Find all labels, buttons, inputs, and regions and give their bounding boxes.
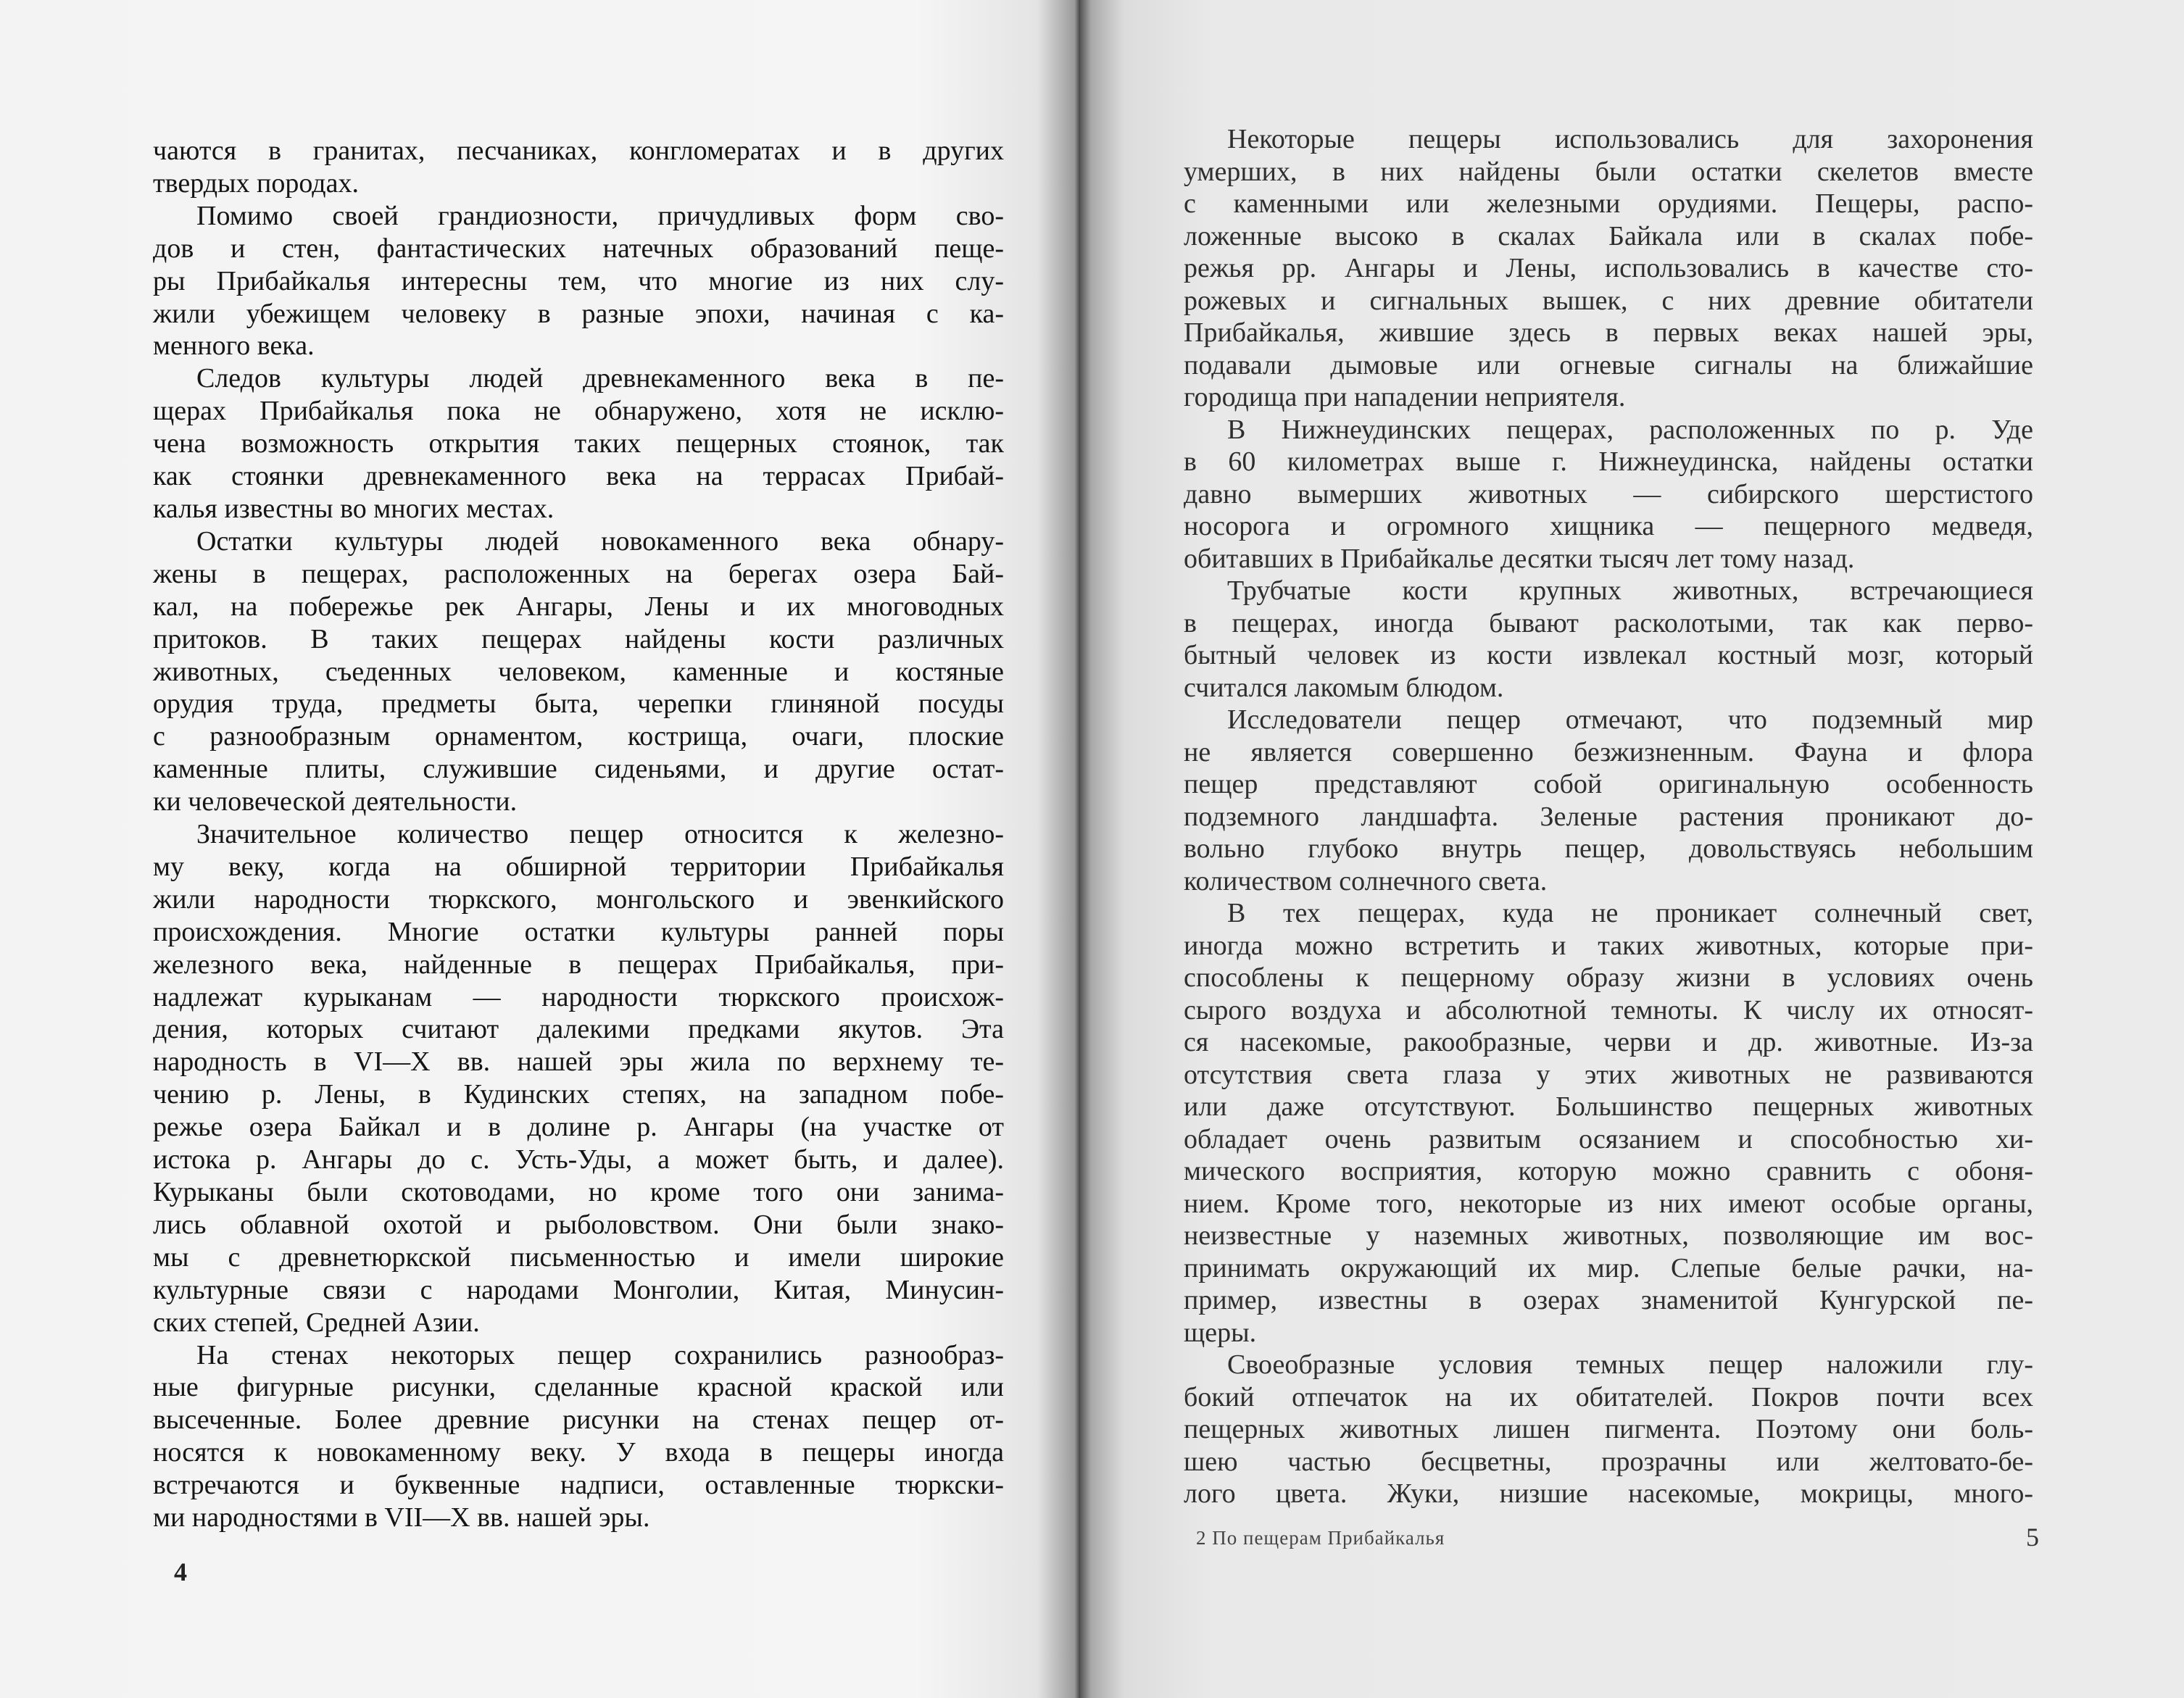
text-line: пещер представляют собой оригинальную особенность [1184, 769, 2033, 799]
text-line: бытный человек из кости извлекал костный мозг, который [1184, 640, 2033, 670]
text-line: бокий отпечаток на их обитателей. Покров почти всех [1184, 1381, 2033, 1412]
text-line: происхождения. Многие остатки культуры ранней поры [153, 916, 1004, 947]
text-line: шею частью бесцветны, прозрачны или желтовато-бе- [1184, 1446, 2033, 1477]
right-page-text [1184, 123, 2033, 1510]
text-line: дов и стен, фантастических натечных образований пеще- [153, 233, 1004, 264]
text-line: ся насекомые, ракообразные, черви и др. животные. Из-за [1184, 1027, 2033, 1057]
paragraph [1184, 1349, 2033, 1510]
paragraph [153, 362, 1004, 525]
text-line: дения, которых считают далекими предками якутов. Эта [153, 1014, 1004, 1045]
text-line: чена возможность открытия таких пещерных стоянок, так [153, 428, 1004, 459]
text-line: принимать окружающий их мир. Слепые белые рачки, на- [1184, 1252, 2033, 1283]
text-line: городища при нападении неприятеля. [1184, 382, 1626, 412]
text-line: Некоторые пещеры использовались для захоронения [1227, 124, 2033, 154]
text-line: В тех пещерах, куда не проникает солнечный свет, [1227, 898, 2033, 928]
text-line: неизвестные у наземных животных, позволяющие им вос- [1184, 1220, 2033, 1251]
page-footer-signature: 2 По пещерам Прибайкалья [1196, 1527, 1445, 1549]
text-line: истока р. Ангары до с. Усть-Уды, а может быть, и далее). [153, 1144, 1004, 1175]
paragraph [153, 135, 1004, 200]
text-line: подавали дымовые или огневые сигналы на ближайшие [1184, 349, 2033, 380]
text-line: Исследователи пещер отмечают, что подземный мир [1227, 704, 2033, 735]
text-line: жены в пещерах, расположенных на берегах озера Бай- [153, 558, 1004, 589]
text-line: носорога и огромного хищника — пещерного медведя, [1184, 511, 2033, 541]
text-line: железного века, найденные в пещерах Прибайкалья, при- [153, 949, 1004, 980]
text-line: пещерных животных лишен пигмента. Поэтому они боль- [1184, 1414, 2033, 1444]
text-line: Остатки культуры людей новокаменного века обнару- [196, 525, 1004, 557]
text-line: режье озера Байкал и в долине р. Ангары (на участке от [153, 1112, 1004, 1143]
text-line: щеры. [1184, 1317, 1257, 1348]
paragraph [153, 200, 1004, 363]
text-line: с каменными или железными орудиями. Пещеры, распо- [1184, 188, 2033, 219]
text-line: встречаются и буквенные надписи, оставленные тюркски- [153, 1470, 1004, 1501]
text-line: Своеобразные условия темных пещер наложили глу- [1227, 1349, 2033, 1380]
text-line: калья известны во многих местах. [153, 493, 555, 524]
text-line: жили убежищем человеку в разные эпохи, начиная с ка- [153, 298, 1004, 329]
text-line: Курыканы были скотоводами, но кроме того они занима- [153, 1177, 1004, 1207]
text-line: способлены к пещерному образу жизни в условиях очень [1184, 962, 2033, 993]
text-line: ные фигурные рисунки, сделанные красной краской или [153, 1372, 1004, 1403]
text-line: лись облавной охотой и рыболовством. Они были знако- [153, 1209, 1004, 1240]
text-line: орудия труда, предметы быта, черепки глиняной посуды [153, 688, 1004, 720]
text-line: нием. Кроме того, некоторые из них имеют особые органы, [1184, 1188, 2033, 1219]
text-line: мы с древнетюркской письменностью и имели широкие [153, 1241, 1004, 1273]
text-line: отсутствия света глаза у этих животных не развиваются [1184, 1059, 2033, 1090]
text-line: менного века. [153, 330, 315, 362]
text-line: надлежат курыканам — народности тюркского происхож- [153, 981, 1004, 1012]
paragraph [1184, 704, 2033, 897]
text-line: кал, на побережье рек Ангары, Лены и их многоводных [153, 591, 1004, 622]
text-line: Прибайкалья, жившие здесь в первых веках нашей эры, [1184, 317, 2033, 348]
left-page-text [153, 135, 1004, 1534]
text-line: высеченные. Более древние рисунки на стенах пещер от- [153, 1404, 1004, 1436]
text-line: умерших, в них найдены были остатки скелетов вместе [1184, 156, 2033, 187]
text-line: культурные связи с народами Монголии, Китая, Минусин- [153, 1274, 1004, 1305]
text-line: иногда можно встретить и таких животных, которые при- [1184, 930, 2033, 961]
text-line: щерах Прибайкалья пока не обнаружено, хотя не исклю- [153, 396, 1004, 427]
text-line: му веку, когда на обширной территории Прибайкалья [153, 851, 1004, 882]
text-line: обладает очень развитым осязанием и способностью хи- [1184, 1123, 2033, 1154]
text-line: подземного ландшафта. Зеленые растения проникают до- [1184, 801, 2033, 832]
text-line: мического восприятия, которую можно сравнить с обоня- [1184, 1156, 2033, 1186]
text-line: сырого воздуха и абсолютной темноты. К числу их относят- [1184, 994, 2033, 1025]
text-line: ки человеческой деятельности. [153, 786, 518, 817]
text-line: лого цвета. Жуки, низшие насекомые, мокрицы, много- [1184, 1478, 2033, 1509]
text-line: с разнообразным орнаментом, кострища, очаги, плоские [153, 721, 1004, 752]
text-line: народность в VI—X вв. нашей эры жила по верхнему те- [153, 1046, 1004, 1078]
text-line: жили народности тюркского, монгольского и эвенкийского [153, 883, 1004, 915]
text-line: в 60 километрах выше г. Нижнеудинска, найдены остатки [1184, 446, 2033, 477]
text-line: количеством солнечного света. [1184, 865, 1548, 896]
paragraph [153, 525, 1004, 818]
paragraph [1184, 575, 2033, 704]
text-line: животных, съеденных человеком, каменные и костяные [153, 656, 1004, 687]
text-line: Трубчатые кости крупных животных, встречающиеся [1227, 575, 2033, 606]
text-line: вольно глубоко внутрь пещер, довольствуясь небольшим [1184, 833, 2033, 864]
text-line: считался лакомым блюдом. [1184, 672, 1504, 703]
text-line: В Нижнеудинских пещерах, расположенных по р. Уде [1227, 414, 2033, 445]
paragraph [153, 818, 1004, 1339]
text-line: обитавших в Прибайкалье десятки тысяч лет тому назад. [1184, 543, 1855, 574]
text-line: притоков. В таких пещерах найдены кости различных [153, 623, 1004, 654]
text-line: Следов культуры людей древнекаменного века в пе- [196, 363, 1004, 394]
paragraph [153, 1339, 1004, 1534]
text-line: ры Прибайкалья интересны тем, что многие из них слу- [153, 265, 1004, 296]
text-line: твердых породах. [153, 167, 359, 199]
text-line: Значительное количество пещер относится к железно- [196, 819, 1004, 850]
text-line: На стенах некоторых пещер сохранились разнообраз- [196, 1339, 1004, 1370]
text-line: или даже отсутствуют. Большинство пещерных животных [1184, 1091, 2033, 1122]
paragraph [1184, 897, 2033, 1349]
text-line: рожевых и сигнальных вышек, с них древние обитатели [1184, 285, 2033, 316]
text-line: ских степей, Средней Азии. [153, 1307, 480, 1338]
text-line: ложенные высоко в скалах Байкала или в скалах побе- [1184, 220, 2033, 251]
text-line: чаются в гранитах, песчаниках, конгломератах и в других [153, 136, 1004, 166]
text-line: не является совершенно безжизненным. Фауна и флора [1184, 736, 2033, 767]
text-line: носятся к новокаменному веку. У входа в пещеры иногда [153, 1437, 1004, 1468]
right-page [1080, 0, 2184, 1698]
text-line: каменные плиты, служившие сиденьями, и другие остат- [153, 754, 1004, 785]
paragraph [1184, 414, 2033, 575]
left-page [0, 0, 1080, 1698]
text-line: пример, известны в озерах знаменитой Кунгурской пе- [1184, 1285, 2033, 1315]
paragraph [1184, 123, 2033, 414]
text-line: ми народностями в VII—X вв. нашей эры. [153, 1502, 650, 1533]
page-number: 4 [174, 1557, 187, 1586]
text-line: Помимо своей грандиозности, причудливых форм сво- [196, 200, 1004, 231]
page-number: 5 [2026, 1523, 2039, 1552]
text-line: чению р. Лены, в Кудинских степях, на западном побе- [153, 1079, 1004, 1110]
text-line: режья рр. Ангары и Лены, использовались в качестве сто- [1184, 253, 2033, 283]
text-line: давно вымерших животных — сибирского шерстистого [1184, 478, 2033, 509]
text-line: как стоянки древнекаменного века на террасах Прибай- [153, 461, 1004, 492]
text-line: в пещерах, иногда бывают расколотыми, так как перво- [1184, 607, 2033, 638]
